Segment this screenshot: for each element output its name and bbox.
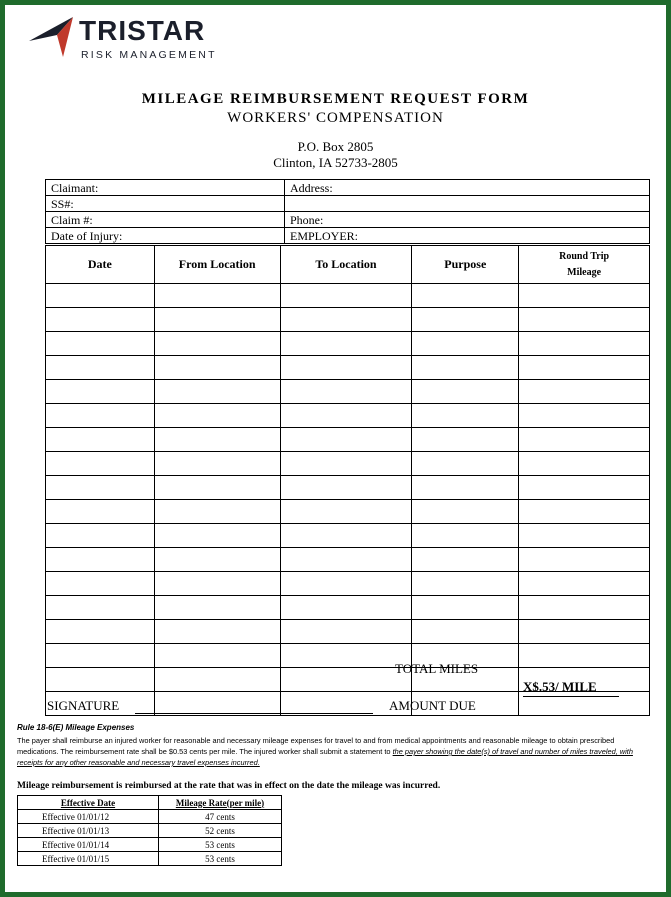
log-cell[interactable]: [46, 572, 155, 596]
log-cell[interactable]: [280, 572, 412, 596]
log-cell[interactable]: [280, 332, 412, 356]
log-cell[interactable]: [519, 284, 650, 308]
total-miles-label: TOTAL MILES: [395, 661, 479, 676]
rule-text-underlined: the payer showing the date(s) of travel and number of miles traveled, with receipts for any other reasonable and necessary travel expenses incurred.: [17, 747, 633, 767]
address-field-line2[interactable]: [285, 196, 650, 212]
log-cell[interactable]: [412, 500, 519, 524]
log-cell[interactable]: [519, 644, 650, 668]
log-cell[interactable]: [46, 548, 155, 572]
log-cell[interactable]: [280, 500, 412, 524]
log-cell[interactable]: [519, 596, 650, 620]
column-from-location: From Location: [154, 246, 280, 284]
ss-field[interactable]: SS#:: [46, 196, 285, 212]
log-cell[interactable]: [519, 620, 650, 644]
signature-label: SIGNATURE: [47, 698, 120, 713]
log-cell[interactable]: [519, 548, 650, 572]
log-cell[interactable]: [46, 428, 155, 452]
form-subtitle: WORKERS' COMPENSATION: [227, 110, 444, 126]
log-cell[interactable]: [519, 572, 650, 596]
log-cell[interactable]: [46, 476, 155, 500]
log-cell[interactable]: [46, 500, 155, 524]
rule-title: Rule 18-6(E) Mileage Expenses: [17, 723, 135, 732]
log-cell[interactable]: [154, 548, 280, 572]
log-row: [46, 572, 650, 596]
log-cell[interactable]: [412, 548, 519, 572]
log-cell[interactable]: [154, 308, 280, 332]
rate-row: [18, 838, 282, 852]
log-cell[interactable]: [46, 620, 155, 644]
log-cell[interactable]: [412, 620, 519, 644]
mileage-rate-table: [17, 795, 282, 866]
log-cell[interactable]: [412, 428, 519, 452]
log-cell[interactable]: [412, 404, 519, 428]
mileage-rate-line: X$.53/ MILE: [523, 679, 619, 697]
log-row: [46, 452, 650, 476]
log-cell[interactable]: [154, 476, 280, 500]
log-cell[interactable]: [519, 356, 650, 380]
log-cell[interactable]: [154, 404, 280, 428]
log-row: [46, 596, 650, 620]
column-purpose: Purpose: [412, 246, 519, 284]
log-cell[interactable]: [46, 596, 155, 620]
log-cell[interactable]: [280, 524, 412, 548]
log-row: [46, 308, 650, 332]
log-cell[interactable]: [280, 380, 412, 404]
log-row: [46, 548, 650, 572]
rate-row: [18, 852, 282, 866]
log-cell[interactable]: [154, 524, 280, 548]
reimbursement-note: Mileage reimbursement is reimbursed at the rate that was in effect on the date the mileage was incurred.: [17, 781, 441, 791]
rate-value: 52 cents: [159, 824, 282, 838]
log-row: [46, 620, 650, 644]
amount-due-label: AMOUNT DUE: [389, 698, 476, 713]
log-cell[interactable]: [154, 572, 280, 596]
phone-field[interactable]: Phone:: [285, 212, 650, 228]
rates-header-date: Effective Date: [18, 796, 159, 810]
log-cell[interactable]: [412, 452, 519, 476]
log-cell[interactable]: [46, 332, 155, 356]
log-cell[interactable]: [46, 452, 155, 476]
log-cell[interactable]: [412, 380, 519, 404]
rate-date: Effective 01/01/13: [18, 824, 159, 838]
log-cell[interactable]: [519, 500, 650, 524]
log-cell[interactable]: [519, 476, 650, 500]
log-cell[interactable]: [280, 476, 412, 500]
log-cell[interactable]: [519, 332, 650, 356]
log-cell[interactable]: [519, 380, 650, 404]
log-cell[interactable]: [412, 356, 519, 380]
log-row: [46, 524, 650, 548]
rate-row: [18, 824, 282, 838]
date-of-injury-field[interactable]: Date of Injury:: [46, 228, 285, 244]
rate-date: Effective 01/01/12: [18, 810, 159, 824]
claimant-info-table: [45, 179, 650, 244]
log-cell[interactable]: [154, 596, 280, 620]
log-cell[interactable]: [412, 524, 519, 548]
log-cell[interactable]: [280, 404, 412, 428]
employer-field[interactable]: EMPLOYER:: [285, 228, 650, 244]
log-cell[interactable]: [412, 332, 519, 356]
log-cell[interactable]: [280, 596, 412, 620]
log-cell[interactable]: [280, 284, 412, 308]
column-date: Date: [46, 246, 155, 284]
log-row: [46, 356, 650, 380]
rate-value: 53 cents: [159, 852, 282, 866]
log-cell[interactable]: [519, 452, 650, 476]
column-to-location: To Location: [280, 246, 412, 284]
log-cell[interactable]: [154, 692, 280, 716]
log-cell[interactable]: [154, 380, 280, 404]
rate-value: 53 cents: [159, 838, 282, 852]
rate-value: 47 cents: [159, 810, 282, 824]
log-cell[interactable]: [280, 452, 412, 476]
log-row: [46, 476, 650, 500]
brand-name: TRISTAR: [79, 15, 206, 46]
mileage-log-body: [46, 284, 650, 716]
form-page: [5, 5, 666, 892]
address-field[interactable]: Address:: [285, 180, 650, 196]
log-cell[interactable]: [519, 428, 650, 452]
log-row: [46, 644, 650, 668]
log-cell[interactable]: [412, 572, 519, 596]
log-row: [46, 428, 650, 452]
log-cell[interactable]: [280, 620, 412, 644]
tristar-logo: [27, 13, 237, 68]
log-cell[interactable]: [412, 308, 519, 332]
log-cell[interactable]: [412, 284, 519, 308]
log-cell[interactable]: [46, 404, 155, 428]
log-row: [46, 404, 650, 428]
log-cell[interactable]: [280, 308, 412, 332]
claim-number-field[interactable]: Claim #:: [46, 212, 285, 228]
signature-line[interactable]: [135, 713, 373, 714]
log-cell[interactable]: [280, 668, 412, 692]
log-cell[interactable]: [46, 308, 155, 332]
log-cell[interactable]: [46, 356, 155, 380]
log-cell[interactable]: [46, 668, 155, 692]
log-cell[interactable]: [46, 380, 155, 404]
log-cell[interactable]: [46, 644, 155, 668]
rate-date: Effective 01/01/14: [18, 838, 159, 852]
log-cell[interactable]: [154, 644, 280, 668]
column-round-trip-mileage: Round Trip Mileage: [519, 246, 650, 284]
rate-date: Effective 01/01/15: [18, 852, 159, 866]
log-cell[interactable]: [154, 332, 280, 356]
log-cell[interactable]: [46, 284, 155, 308]
log-cell[interactable]: [412, 596, 519, 620]
log-cell[interactable]: [154, 356, 280, 380]
log-cell[interactable]: [154, 452, 280, 476]
claimant-field[interactable]: Claimant:: [46, 180, 285, 196]
log-cell[interactable]: [519, 308, 650, 332]
log-cell[interactable]: [154, 620, 280, 644]
log-cell[interactable]: [154, 284, 280, 308]
log-row: [46, 332, 650, 356]
log-row: [46, 284, 650, 308]
po-box: P.O. Box 2805: [297, 139, 374, 154]
rate-row: [18, 810, 282, 824]
log-cell[interactable]: [46, 524, 155, 548]
rule-text: The payer shall reimburse an injured worker for reasonable and necessary mileage expenses for travel to and from medical appointments and reasonable mileage to obtain prescribed medications. The reimbursement rate shall be $0.53 cents per mile. The injured worker shall submit a statement to the payer showing the date(s) of travel and number of miles traveled, with receipts for any other reasonable and necessary travel expenses incurred.: [17, 736, 633, 767]
rates-header-rate: Mileage Rate(per mile): [159, 796, 282, 810]
log-cell[interactable]: [154, 428, 280, 452]
log-cell[interactable]: [280, 428, 412, 452]
mileage-log-table: [45, 245, 650, 716]
log-cell[interactable]: [280, 644, 412, 668]
brand-tagline: RISK MANAGEMENT: [81, 49, 217, 61]
log-cell[interactable]: [412, 476, 519, 500]
form-title: MILEAGE REIMBURSEMENT REQUEST FORM: [141, 91, 530, 107]
city-state-zip: Clinton, IA 52733-2805: [273, 155, 398, 170]
log-cell[interactable]: [154, 668, 280, 692]
log-cell[interactable]: [154, 500, 280, 524]
log-cell[interactable]: [280, 548, 412, 572]
log-cell[interactable]: [519, 524, 650, 548]
log-cell[interactable]: [280, 356, 412, 380]
tristar-logo-icon: [27, 15, 75, 59]
log-cell[interactable]: [519, 404, 650, 428]
log-row: [46, 500, 650, 524]
log-row: [46, 380, 650, 404]
